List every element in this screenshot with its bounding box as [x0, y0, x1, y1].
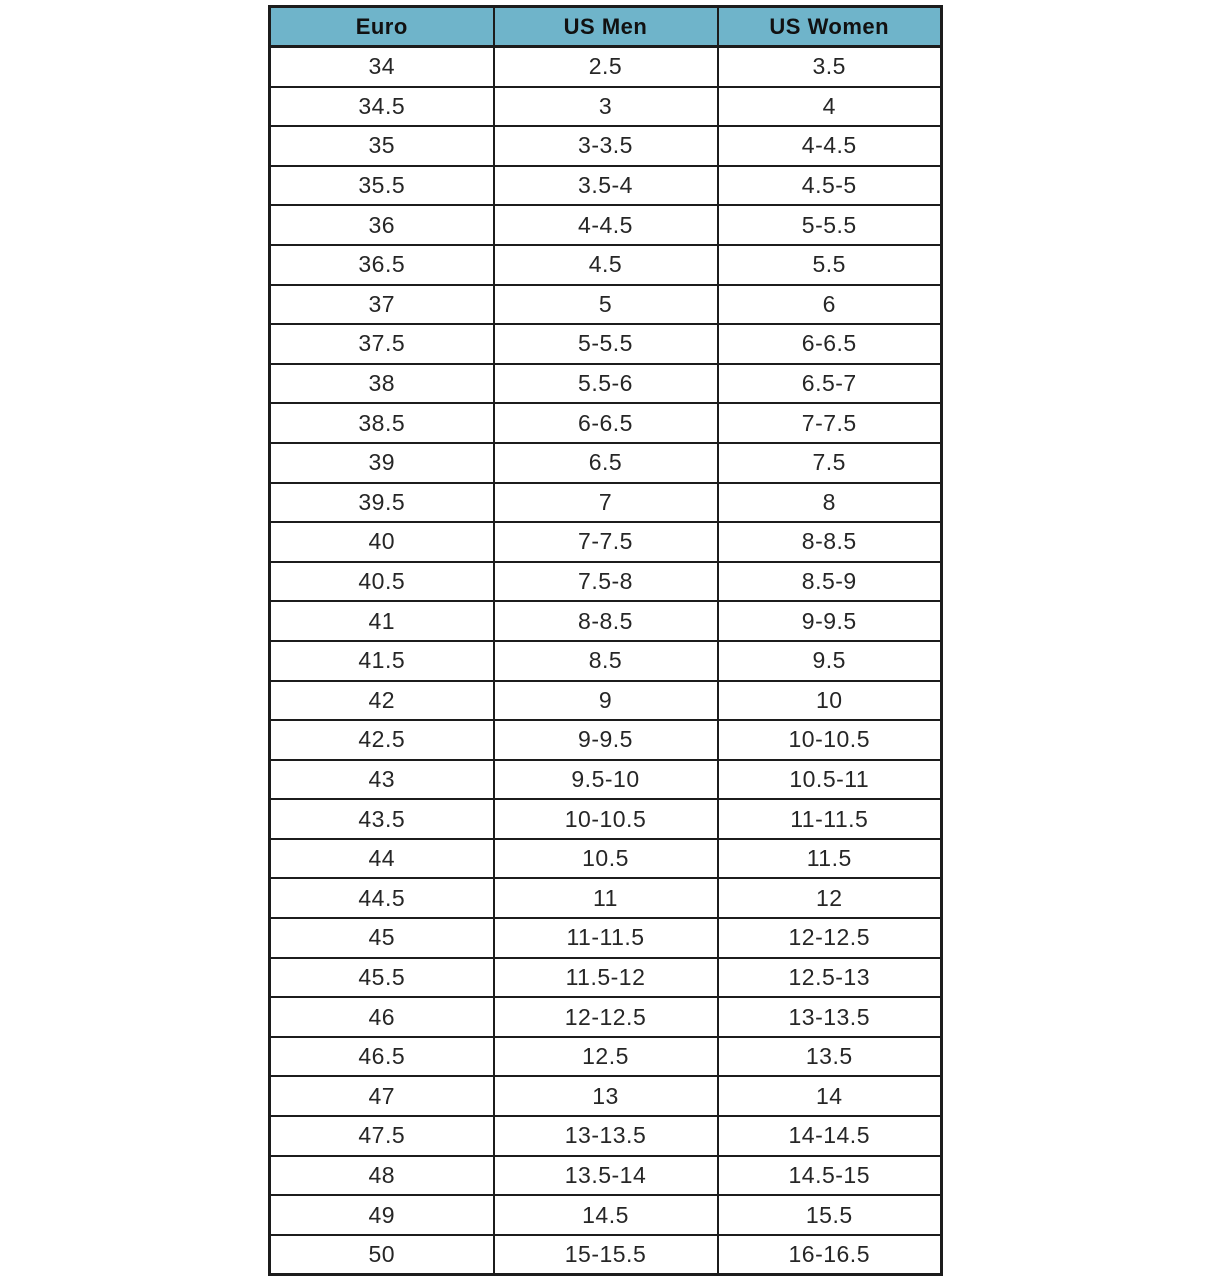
size-conversion-table — [268, 5, 943, 1276]
table-cell: 10 — [718, 681, 942, 721]
table-cell: 7 — [494, 483, 718, 523]
table-cell: 9 — [494, 681, 718, 721]
table-cell: 6-6.5 — [494, 403, 718, 443]
table-cell: 11-11.5 — [718, 799, 942, 839]
table-row — [270, 1116, 942, 1156]
table-cell: 40.5 — [270, 562, 494, 602]
table-cell: 10-10.5 — [718, 720, 942, 760]
table-cell: 49 — [270, 1195, 494, 1235]
table-row — [270, 720, 942, 760]
table-cell: 12.5 — [494, 1037, 718, 1077]
table-cell: 13.5-14 — [494, 1156, 718, 1196]
table-cell: 6-6.5 — [718, 324, 942, 364]
table-row — [270, 324, 942, 364]
table-cell: 8.5 — [494, 641, 718, 681]
header-row — [270, 7, 942, 47]
table-cell: 14.5-15 — [718, 1156, 942, 1196]
table-cell: 43.5 — [270, 799, 494, 839]
table-row — [270, 997, 942, 1037]
table-cell: 6 — [718, 285, 942, 325]
table-cell: 4.5-5 — [718, 166, 942, 206]
table-cell: 13-13.5 — [494, 1116, 718, 1156]
table-cell: 8-8.5 — [718, 522, 942, 562]
table-cell: 6.5-7 — [718, 364, 942, 404]
table-cell: 39.5 — [270, 483, 494, 523]
table-row — [270, 205, 942, 245]
table-row — [270, 918, 942, 958]
table-header — [270, 7, 942, 47]
table-cell: 40 — [270, 522, 494, 562]
table-row — [270, 1037, 942, 1077]
table-cell: 48 — [270, 1156, 494, 1196]
table-row — [270, 245, 942, 285]
table-row — [270, 878, 942, 918]
table-cell: 4.5 — [494, 245, 718, 285]
table-cell: 41.5 — [270, 641, 494, 681]
column-header-us-men: US Men — [494, 7, 718, 47]
table-row — [270, 87, 942, 127]
table-cell: 36 — [270, 205, 494, 245]
table-row — [270, 1195, 942, 1235]
table-cell: 13.5 — [718, 1037, 942, 1077]
table-cell: 45.5 — [270, 958, 494, 998]
table-cell: 5.5 — [718, 245, 942, 285]
table-cell: 4 — [718, 87, 942, 127]
table-cell: 12-12.5 — [494, 997, 718, 1037]
table-cell: 3.5-4 — [494, 166, 718, 206]
table-cell: 16-16.5 — [718, 1235, 942, 1275]
table-cell: 37 — [270, 285, 494, 325]
table-row — [270, 641, 942, 681]
table-cell: 7-7.5 — [494, 522, 718, 562]
table-cell: 10-10.5 — [494, 799, 718, 839]
table-cell: 6.5 — [494, 443, 718, 483]
table-cell: 15.5 — [718, 1195, 942, 1235]
table-cell: 13 — [494, 1076, 718, 1116]
table-cell: 11 — [494, 878, 718, 918]
table-cell: 34 — [270, 47, 494, 87]
table-row — [270, 443, 942, 483]
table-cell: 3 — [494, 87, 718, 127]
table-cell: 11-11.5 — [494, 918, 718, 958]
table-row — [270, 681, 942, 721]
table-row — [270, 562, 942, 602]
table-cell: 5 — [494, 285, 718, 325]
table-row — [270, 839, 942, 879]
table-cell: 10.5-11 — [718, 760, 942, 800]
table-cell: 12.5-13 — [718, 958, 942, 998]
table-cell: 8.5-9 — [718, 562, 942, 602]
table-cell: 4-4.5 — [718, 126, 942, 166]
table-cell: 4-4.5 — [494, 205, 718, 245]
table-cell: 10.5 — [494, 839, 718, 879]
table-cell: 38.5 — [270, 403, 494, 443]
table-cell: 38 — [270, 364, 494, 404]
table-row — [270, 285, 942, 325]
table-cell: 13-13.5 — [718, 997, 942, 1037]
table-cell: 44.5 — [270, 878, 494, 918]
table-cell: 7-7.5 — [718, 403, 942, 443]
table-cell: 42 — [270, 681, 494, 721]
table-row — [270, 1235, 942, 1275]
table-cell: 14-14.5 — [718, 1116, 942, 1156]
table-cell: 44 — [270, 839, 494, 879]
table-cell: 46 — [270, 997, 494, 1037]
table-row — [270, 799, 942, 839]
table-cell: 42.5 — [270, 720, 494, 760]
table-row — [270, 1076, 942, 1116]
table-row — [270, 166, 942, 206]
table-cell: 47 — [270, 1076, 494, 1116]
table-cell: 5-5.5 — [718, 205, 942, 245]
table-cell: 3.5 — [718, 47, 942, 87]
table-row — [270, 403, 942, 443]
table-row — [270, 601, 942, 641]
table-cell: 34.5 — [270, 87, 494, 127]
table-cell: 14.5 — [494, 1195, 718, 1235]
table-row — [270, 760, 942, 800]
table-cell: 3-3.5 — [494, 126, 718, 166]
table-cell: 2.5 — [494, 47, 718, 87]
table-cell: 41 — [270, 601, 494, 641]
table-row — [270, 958, 942, 998]
table-cell: 12-12.5 — [718, 918, 942, 958]
table-cell: 36.5 — [270, 245, 494, 285]
table-cell: 9.5-10 — [494, 760, 718, 800]
table-cell: 11.5-12 — [494, 958, 718, 998]
table-cell: 47.5 — [270, 1116, 494, 1156]
table-cell: 37.5 — [270, 324, 494, 364]
column-header-us-women: US Women — [718, 7, 942, 47]
table-cell: 8-8.5 — [494, 601, 718, 641]
table-row — [270, 126, 942, 166]
table-cell: 14 — [718, 1076, 942, 1116]
table-cell: 5.5-6 — [494, 364, 718, 404]
table-cell: 35.5 — [270, 166, 494, 206]
table-cell: 9-9.5 — [718, 601, 942, 641]
table-cell: 46.5 — [270, 1037, 494, 1077]
table-cell: 50 — [270, 1235, 494, 1275]
table-row — [270, 47, 942, 87]
table-cell: 11.5 — [718, 839, 942, 879]
table-row — [270, 364, 942, 404]
table-cell: 15-15.5 — [494, 1235, 718, 1275]
table-cell: 8 — [718, 483, 942, 523]
table-cell: 9-9.5 — [494, 720, 718, 760]
table-cell: 39 — [270, 443, 494, 483]
table-cell: 43 — [270, 760, 494, 800]
table-body — [270, 47, 942, 1275]
table-cell: 7.5 — [718, 443, 942, 483]
table-cell: 35 — [270, 126, 494, 166]
table-cell: 9.5 — [718, 641, 942, 681]
table-row — [270, 1156, 942, 1196]
table-cell: 45 — [270, 918, 494, 958]
table-cell: 7.5-8 — [494, 562, 718, 602]
table-row — [270, 483, 942, 523]
column-header-euro: Euro — [270, 7, 494, 47]
table-row — [270, 522, 942, 562]
table-cell: 12 — [718, 878, 942, 918]
table-cell: 5-5.5 — [494, 324, 718, 364]
